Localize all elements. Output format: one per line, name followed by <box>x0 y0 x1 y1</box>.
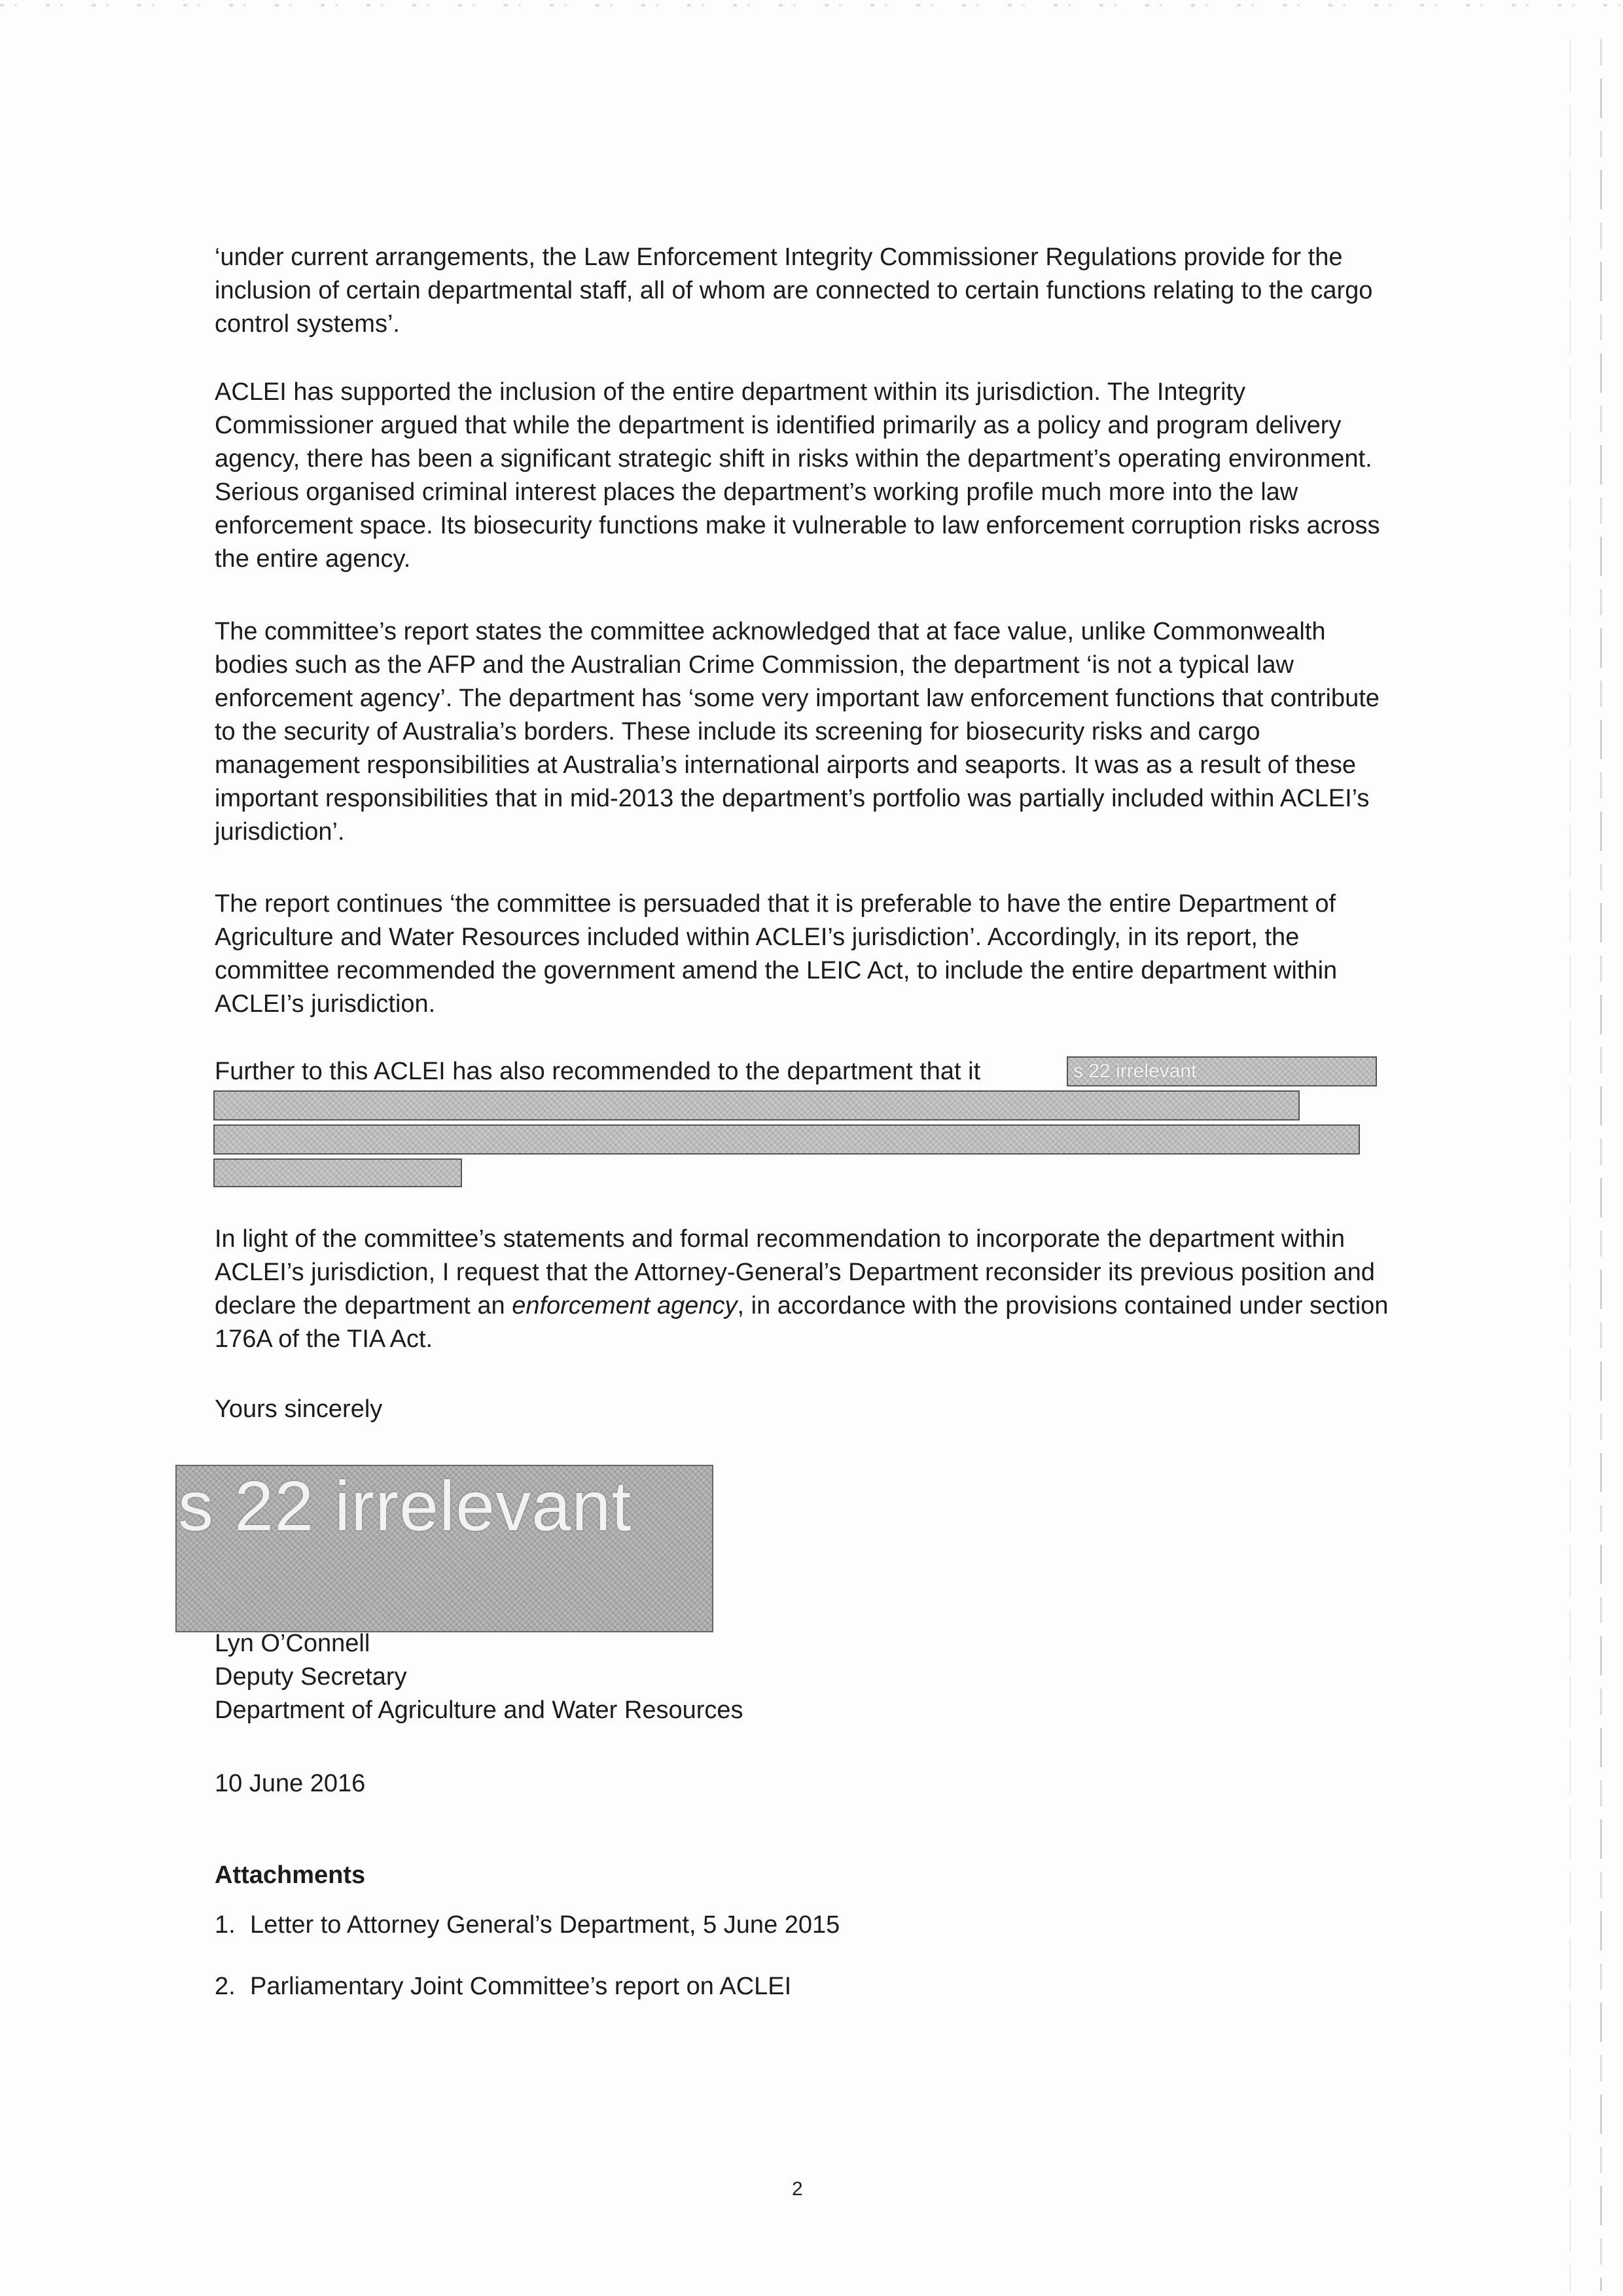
paragraph-report-continues: The report continues ‘the committee is persuaded that it is preferable to have the entire Department of Agriculture and Water Resources included within ACLEI’s jurisdiction’. Accordingly, in its report, the committee recommended the government amend the LEIC Act, to include the entire department within ACLEI’s jurisdiction. <box>215 890 1338 1018</box>
signature-redaction <box>175 1465 713 1632</box>
attachment-item <box>215 1909 1393 1942</box>
attachment-text: Parliamentary Joint Committee’s report on ACLEI <box>250 1973 792 2000</box>
paragraph-further-recommendation: Further to this ACLEI has also recommended to the department that it <box>215 1058 981 1085</box>
attachments-heading: Attachments <box>215 1861 366 1889</box>
request-emphasis: enforcement agency <box>512 1292 738 1319</box>
paragraph-aclei-support: ACLEI has supported the inclusion of the entire department within its jurisdiction. The Integrity Commissioner argued that while the department is identified primarily as a policy and program delivery agency, there has been a significant strategic shift in risks within the department’s operating environment. Serious organised criminal interest places the department’s working profile much more into the law enforcement space. Its biosecurity functions make it vulnerable to law enforcement corruption risks across the entire agency. <box>215 378 1380 573</box>
page-number: 2 <box>792 2178 803 2200</box>
signatory-department: Department of Agriculture and Water Resources <box>215 1696 743 1724</box>
signatory-title: Deputy Secretary <box>215 1663 407 1691</box>
paragraph-request <box>215 1223 1393 1356</box>
redaction-block <box>213 1158 462 1187</box>
paragraph-committee-report: The committee’s report states the committee acknowledged that at face value, unlike Commonwealth bodies such as the AFP and the Australian Crime Commission, the department ‘is not a typical law enforcement agency’. The department has ‘some very important law enforcement functions that contribute to the security of Australia’s borders. These include its screening for biosecurity risks and cargo management responsibilities at Australia’s international airports and seaports. It was as a result of these important responsibilities that in mid-2013 the department’s portfolio was partially included within ACLEI’s jurisdiction’. <box>215 618 1380 846</box>
letter-date: 10 June 2016 <box>215 1770 366 1797</box>
closing-salutation: Yours sincerely <box>215 1395 383 1423</box>
attachment-text: Letter to Attorney General’s Department, 5 June 2015 <box>250 1911 840 1939</box>
scan-artifact-top <box>0 4 1623 7</box>
attachment-number: 1. <box>215 1911 236 1939</box>
request-text-after: , in accordance with the provisions contained under section 176A of the TIA Act. <box>215 1292 1389 1353</box>
redaction-block <box>1067 1056 1377 1086</box>
signatory-name: Lyn O’Connell <box>215 1630 370 1657</box>
redaction-block <box>213 1090 1300 1121</box>
attachment-number: 2. <box>215 1973 236 2000</box>
scan-artifact-right-inner <box>1569 39 1571 2291</box>
attachment-item <box>215 1970 1393 2003</box>
signature-redaction-label: s 22 irrelevant <box>178 1466 632 1545</box>
request-text-before: In light of the committee’s statements and formal recommendation to incorporate the department within ACLEI’s jurisdiction, I request that the Attorney-General’s Department reconsider its previous position and declare the department an <box>215 1225 1375 1319</box>
redaction-label: s 22 irrelevant <box>1073 1060 1197 1082</box>
redaction-block <box>213 1124 1360 1155</box>
paragraph-quote-regulations: ‘under current arrangements, the Law Enforcement Integrity Commissioner Regulations provide for the inclusion of certain departmental staff, all of whom are connected to certain functions relating to the cargo control systems’. <box>215 243 1373 338</box>
scan-artifact-right-edge <box>1600 39 1602 2291</box>
